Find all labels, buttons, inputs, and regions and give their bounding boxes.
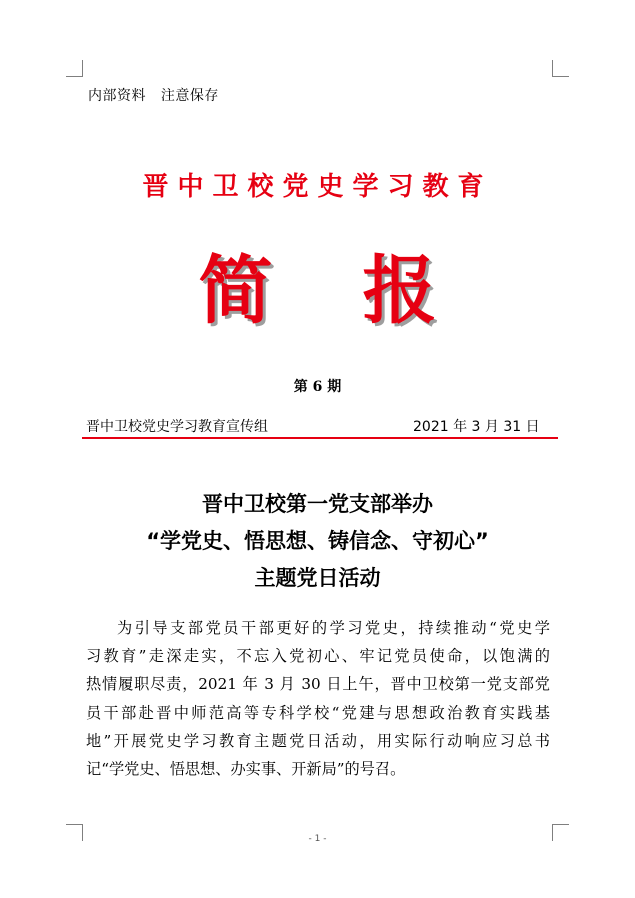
brief-title: 简报 xyxy=(198,248,527,334)
body-line: 为引导支部党员干部更好的学习党史，持续推动“党史学 xyxy=(117,619,550,637)
body-line: 习教育”走深走实，不忘入党初心、牢记党员使命，以饱满的 xyxy=(86,647,550,666)
crop-mark-top-right xyxy=(552,60,569,77)
crop-mark-top-left xyxy=(66,60,83,77)
article-body xyxy=(86,614,550,783)
issue-number: 第 6 期 xyxy=(293,379,342,395)
headline-line-2: “学党史、悟思想、铸信念、守初心” xyxy=(146,529,489,553)
body-line: 员干部赴晋中师范高等专科学校“党建与思想政治教育实践基 xyxy=(86,703,550,722)
body-line: 热情履职尽责，2021 年 3 月 30 日上午，晋中卫校第一党支部党 xyxy=(86,675,550,694)
red-divider-line xyxy=(82,437,558,439)
internal-note: 内部资料 注意保存 xyxy=(88,88,219,104)
page-number: - 1 - xyxy=(308,834,327,844)
headline-line-1: 晋中卫校第一党支部举办 xyxy=(202,492,433,516)
series-title: 晋中卫校党史学习教育 xyxy=(142,172,493,202)
headline-line-3: 主题党日活动 xyxy=(254,566,381,590)
body-line: 地”开展党史学习教育主题党日活动，用实际行动响应习总书 xyxy=(86,731,550,750)
publish-date: 2021 年 3 月 31 日 xyxy=(413,419,540,435)
publisher-organization: 晋中卫校党史学习教育宣传组 xyxy=(86,419,268,435)
body-line: 记“学党史、悟思想、办实事、开新局”的号召。 xyxy=(86,760,406,779)
article-headline xyxy=(0,486,635,597)
